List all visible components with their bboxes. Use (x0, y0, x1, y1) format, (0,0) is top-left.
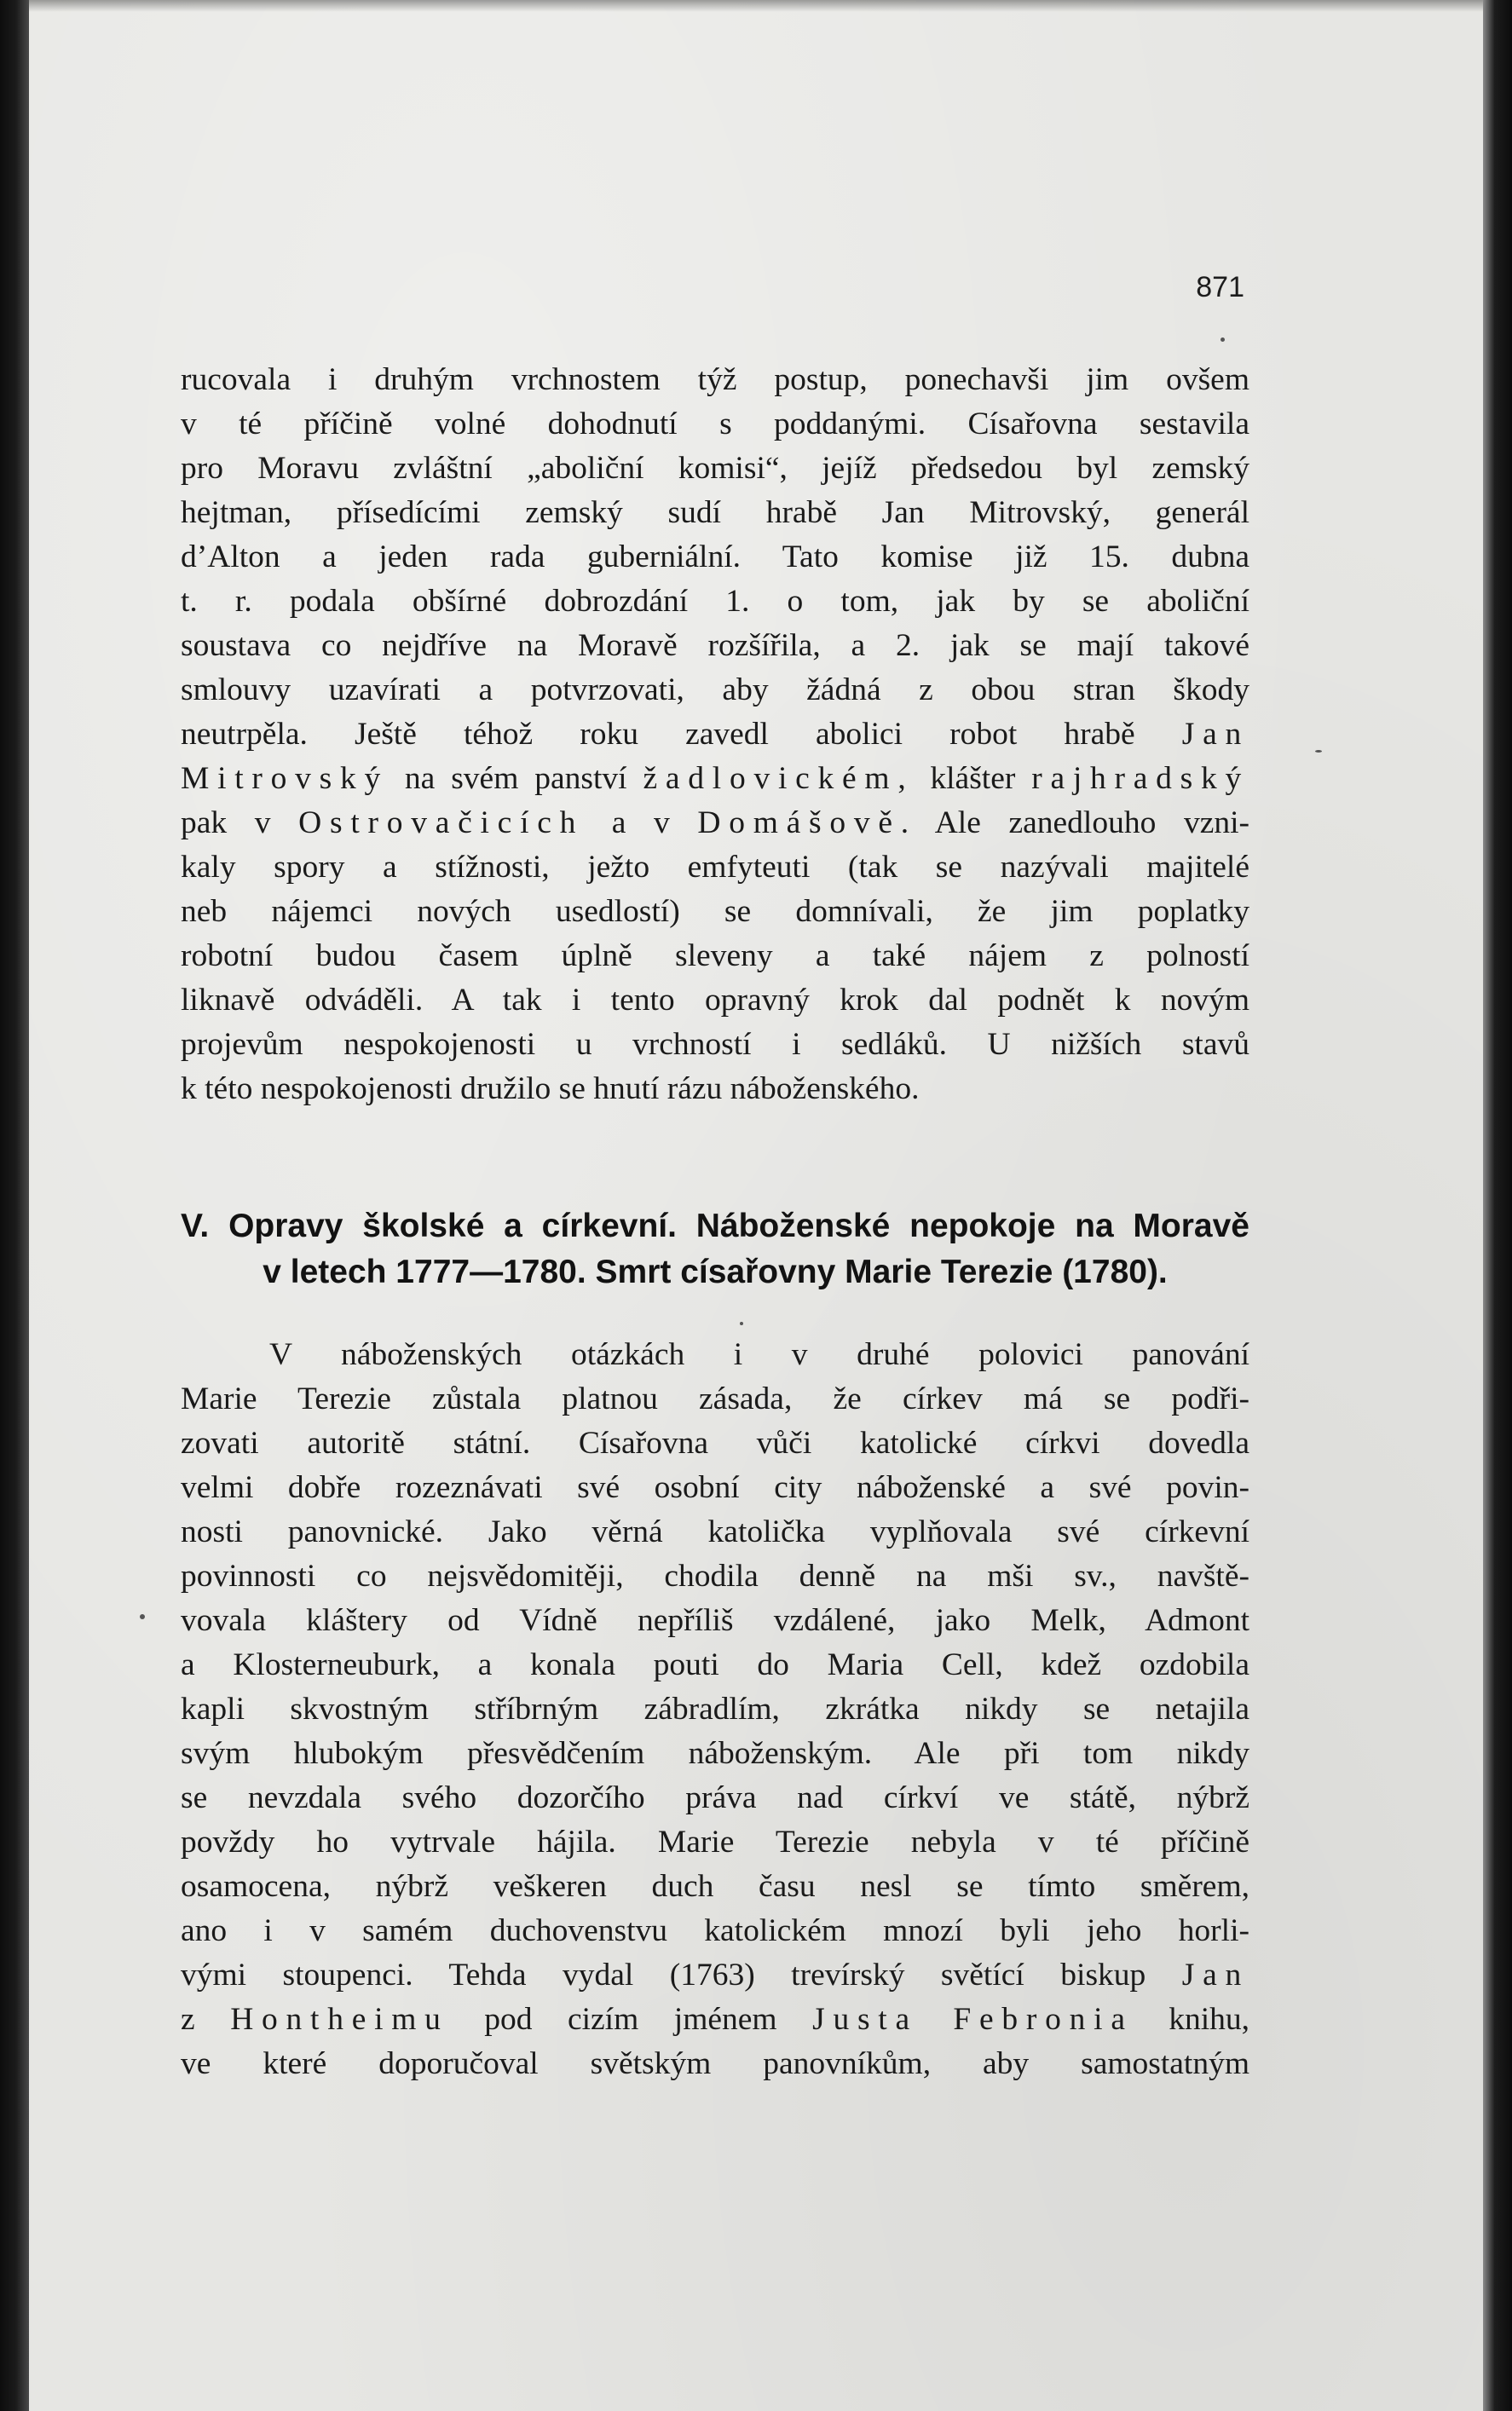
text-line: soustava co nejdříve na Moravě rozšířila, a 2. jak se mají takové (181, 628, 1249, 663)
paper-top-shadow (29, 0, 1483, 12)
spaced-name: Jan (1181, 717, 1249, 752)
text-line: t. r. podala obšírné dobrozdání 1. o tom, jak by se aboliční (181, 584, 1249, 619)
text-line: vovala kláštery od Vídně nepříliš vzdálené, jako Melk, Admont (181, 1603, 1249, 1638)
text-run: knihu, (1169, 2002, 1249, 2037)
paragraph-religion (181, 1333, 1249, 2086)
text-line: kapli skvostným stříbrným zábradlím, zkrátka nikdy se netajila (181, 1692, 1249, 1727)
text-line: rucovala i druhým vrchnostem týž postup, ponechavši jim ovšem (181, 362, 1249, 397)
chapter-heading-line: V. Opravy školské a církevní. Náboženské nepokoje na Moravě (181, 1208, 1249, 1244)
text-line: v té příčině volné dohodnutí s poddanými. Císařovna sestavila (181, 407, 1249, 441)
text-line (181, 801, 1249, 845)
paper-speck (1221, 337, 1225, 342)
paragraph-abolition (181, 358, 1249, 1111)
text-line: povinnosti co nejsvědomitěji, chodila denně na mši sv., navště- (181, 1559, 1249, 1594)
text-line: smlouvy uzavírati a potvrzovati, aby žádná z obou stran škody (181, 672, 1249, 707)
chapter-heading-line: v letech 1777—1780. Smrt císařovny Marie Terezie (1780). (263, 1254, 1168, 1290)
text-line: projevům nespokojenosti u vrchností i sedláků. U nižších stavů (181, 1027, 1249, 1062)
text-run: pak v (181, 805, 271, 840)
text-line (181, 1998, 1249, 2042)
chapter-heading (181, 1203, 1249, 1295)
spaced-name: Hontheimu (230, 2002, 449, 2037)
text-line: a Klosterneuburk, a konala pouti do Maria Cell, kdež ozdobila (181, 1647, 1249, 1682)
text-line: hejtman, přísedícími zemský sudí hrabě Jan Mitrovský, generál (181, 495, 1249, 530)
text-run: neutrpěla. Ještě téhož roku zavedl abolici robot hrabě (181, 717, 1135, 752)
spaced-name: Febronia (953, 2002, 1134, 2037)
text-line (181, 757, 1249, 801)
text-line: osamocena, nýbrž veškeren duch času nesl se tímto směrem, (181, 1869, 1249, 1904)
text-run: na svém panství (404, 761, 627, 796)
text-line: Marie Terezie zůstala platnou zásada, že církev má se podři- (181, 1381, 1249, 1416)
text-line: povždy ho vytrvale hájila. Marie Terezie nebyla v té příčině (181, 1825, 1249, 1860)
spaced-name: rajhradský (1031, 761, 1249, 796)
spaced-name: Domášově (697, 805, 901, 840)
spaced-name: Ostrovačicích (298, 805, 585, 840)
text-line: velmi dobře rozeznávati své osobní city náboženské a své povin- (181, 1470, 1249, 1505)
text-line: nosti panovnické. Jako věrná katolička vyplňovala své církevní (181, 1514, 1249, 1549)
text-line: se nevzdala svého dozorčího práva nad církví ve státě, nýbrž (181, 1780, 1249, 1815)
text-line: ve které doporučoval světským panovníkům, aby samostatným (181, 2046, 1249, 2081)
text-line: ano i v samém duchovenstvu katolickém mnozí byli jeho horli- (181, 1913, 1249, 1948)
text-line: pro Moravu zvláštní „aboliční komisi“, jejíž předsedou byl zemský (181, 451, 1249, 486)
text-run: z (181, 2002, 195, 2037)
text-line (181, 1953, 1249, 1998)
text-line: V náboženských otázkách i v druhé polovici panování (269, 1337, 1249, 1372)
text-line: neb nájemci nových usedlostí) se domnívali, že jim poplatky (181, 894, 1249, 929)
text-line: robotní budou časem úplně sleveny a také nájem z polností (181, 938, 1249, 973)
spaced-name: Justa (812, 2002, 918, 2037)
text-run: pod cizím jménem (484, 2002, 777, 2037)
text-run: a v (611, 805, 670, 840)
text-line: liknavě odváděli. A tak i tento opravný krok dal podnět k novým (181, 983, 1249, 1018)
text-run: . Ale zanedlouho vzni- (900, 805, 1249, 840)
scan-right-edge (1483, 0, 1512, 2411)
text-line: svým hlubokým přesvědčením náboženským. Ale při tom nikdy (181, 1736, 1249, 1771)
spaced-name: žadlovickém, (643, 761, 915, 796)
text-line: kaly spory a stížnosti, ježto emfyteuti (tak se nazývali majitelé (181, 850, 1249, 885)
text-run: klášter (930, 761, 1016, 796)
page-number: 871 (1196, 271, 1244, 303)
text-line: zovati autoritě státní. Císařovna vůči katolické církvi dovedla (181, 1426, 1249, 1461)
text-run: vými stoupenci. Tehda vydal (1763) trevírský světící biskup (181, 1958, 1146, 1993)
spaced-name: Jan (1181, 1958, 1249, 1993)
text-line: k této nespokojenosti družilo se hnutí rázu náboženského. (181, 1071, 920, 1106)
paper-speck (1315, 750, 1322, 753)
paper-speck (740, 1322, 743, 1325)
text-line: d’Alton a jeden rada guberniální. Tato komise již 15. dubna (181, 539, 1249, 574)
text-line (181, 712, 1249, 757)
scan-left-edge (0, 0, 29, 2411)
paper-speck (140, 1614, 145, 1619)
spaced-name: Mitrovský (181, 761, 390, 796)
